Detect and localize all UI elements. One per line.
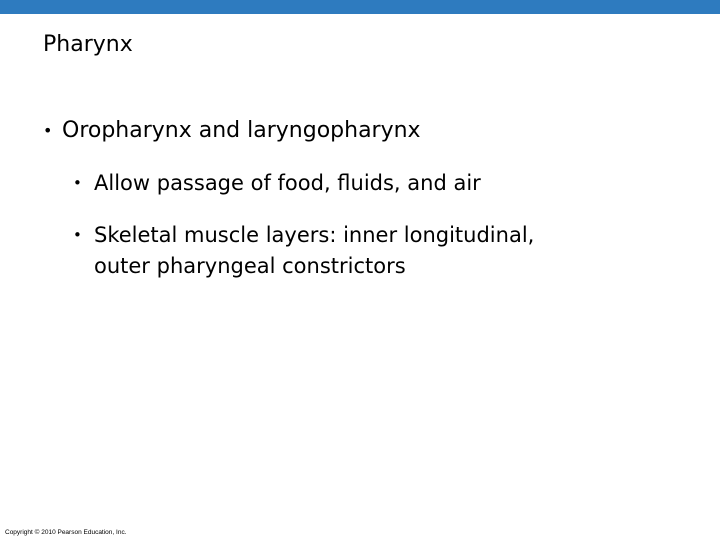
bullet-icon: • xyxy=(73,226,82,244)
subbullet-text: Skeletal muscle layers: inner longitudinal, xyxy=(94,223,535,247)
bullet-icon: • xyxy=(43,121,53,140)
subbullet-text: Allow passage of food, fluids, and air xyxy=(94,171,481,195)
subbullet-item xyxy=(73,220,534,282)
top-accent-bar xyxy=(0,0,720,14)
subbullet-text-continuation: outer pharyngeal constrictors xyxy=(94,254,406,278)
bullet-item xyxy=(43,116,421,146)
bullet-text: Oropharynx and laryngopharynx xyxy=(62,118,421,143)
slide-title: Pharynx xyxy=(43,32,133,57)
bullet-icon: • xyxy=(73,174,82,192)
subbullet-item xyxy=(73,168,481,199)
copyright-footer: Copyright © 2010 Pearson Education, Inc. xyxy=(5,529,127,536)
